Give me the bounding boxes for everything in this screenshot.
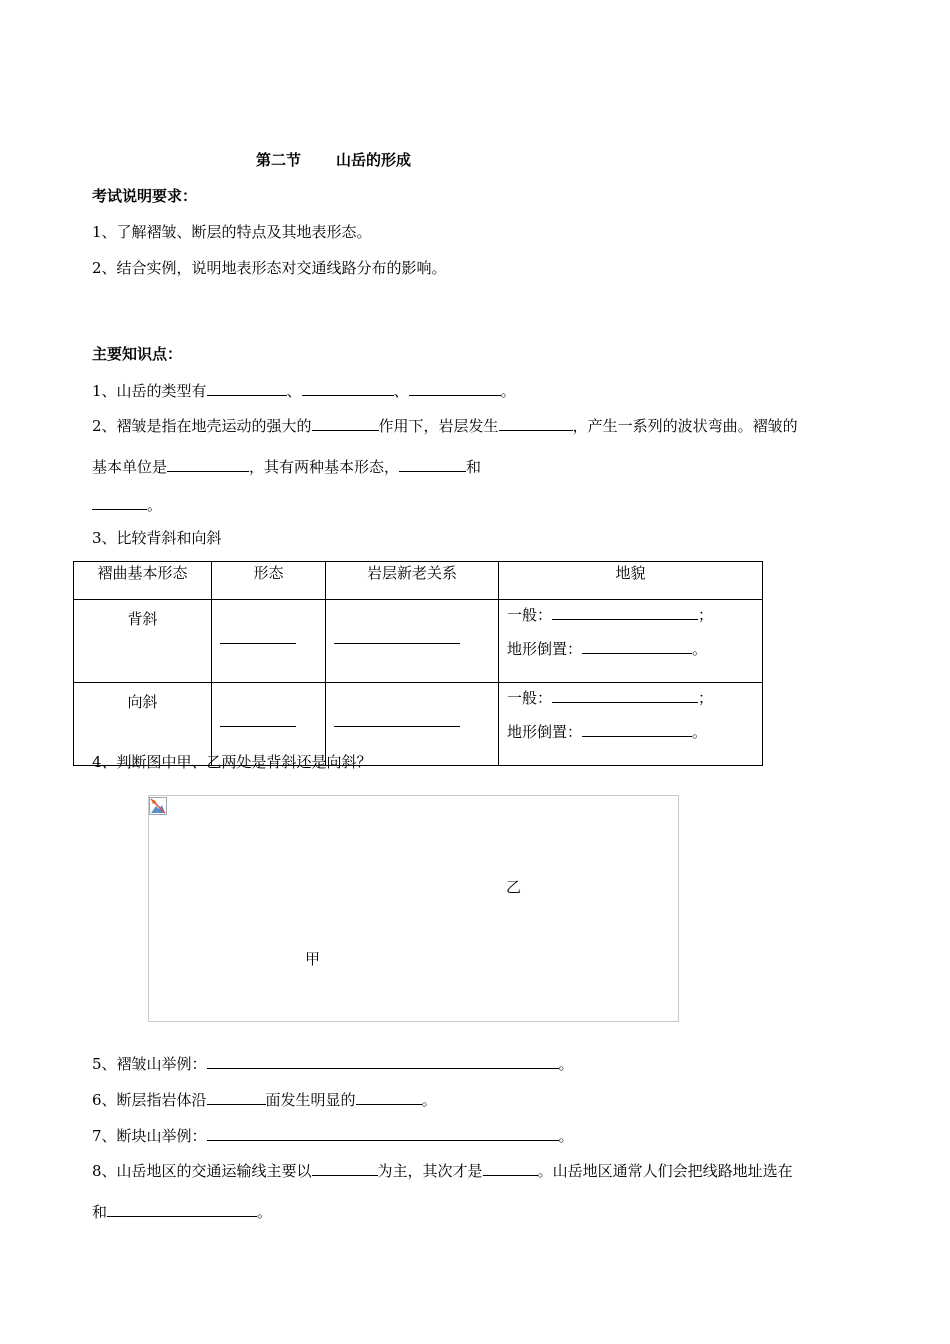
landform-general: 一般： ； xyxy=(507,689,714,707)
answer-blank[interactable] xyxy=(207,1053,559,1069)
answer-blank[interactable] xyxy=(356,1089,422,1105)
landform-general: 一般： ； xyxy=(507,606,714,624)
question-6: 6、断层指岩体沿 面发生明显的 。 xyxy=(92,1091,437,1109)
exam-item-2: 2、结合实例，说明地表形态对交通线路分布的影响。 xyxy=(92,259,447,277)
table-header-row xyxy=(74,562,763,600)
answer-blank[interactable] xyxy=(207,1125,559,1141)
label-jia: 甲 xyxy=(305,950,321,968)
answer-blank[interactable] xyxy=(207,1089,266,1105)
answer-blank[interactable] xyxy=(582,721,692,737)
form-cell xyxy=(212,600,326,683)
question-2-line-1: 2、褶皱是指在地壳运动的强大的 作用下，岩层发生 ，产生一系列的波状弯曲。褶皱的 xyxy=(92,417,798,435)
answer-blank[interactable] xyxy=(334,642,460,644)
answer-blank[interactable] xyxy=(220,725,296,727)
question-1: 1、山岳的类型有 、 、 。 xyxy=(92,382,516,400)
question-4: 4、判断图中甲、乙两处是背斜还是向斜？ xyxy=(92,753,372,771)
landform-inverted: 地形倒置： 。 xyxy=(507,640,708,658)
answer-blank[interactable] xyxy=(399,456,466,472)
question-5: 5、褶皱山举例： 。 xyxy=(92,1055,574,1073)
answer-blank[interactable] xyxy=(167,456,249,472)
answer-blank[interactable] xyxy=(334,725,460,727)
table-header: 地貌 xyxy=(499,562,763,600)
answer-blank[interactable] xyxy=(107,1201,257,1217)
section-number: 第二节 xyxy=(256,151,302,169)
table-header: 褶曲基本形态 xyxy=(74,562,212,600)
table-header: 形态 xyxy=(212,562,326,600)
exam-heading: 考试说明要求： xyxy=(92,187,198,205)
landform-inverted: 地形倒置： 。 xyxy=(507,723,708,741)
question-8-line-1: 8、山岳地区的交通运输线主要以 为主，其次才是 。山岳地区通常人们会把线路地址选在 xyxy=(92,1162,793,1180)
page-title xyxy=(256,150,411,170)
answer-blank[interactable] xyxy=(552,687,698,703)
answer-blank[interactable] xyxy=(207,380,287,396)
table-header: 岩层新老关系 xyxy=(326,562,499,600)
answer-blank[interactable] xyxy=(552,604,698,620)
answer-blank[interactable] xyxy=(312,415,379,431)
question-3: 3、比较背斜和向斜 xyxy=(92,529,222,547)
label-yi: 乙 xyxy=(506,878,522,896)
comparison-table xyxy=(73,561,763,766)
exam-item-1: 1、了解褶皱、断层的特点及其地表形态。 xyxy=(92,223,372,241)
fold-name: 向斜 xyxy=(74,683,212,766)
answer-blank[interactable] xyxy=(483,1160,538,1176)
landform-cell xyxy=(499,683,763,766)
section-topic: 山岳的形成 xyxy=(336,151,412,169)
broken-image-icon xyxy=(149,797,167,815)
answer-blank[interactable] xyxy=(220,642,296,644)
table-row xyxy=(74,600,763,683)
fold-diagram-figure xyxy=(148,795,679,1022)
fold-name: 背斜 xyxy=(74,600,212,683)
knowledge-heading: 主要知识点： xyxy=(92,345,183,363)
strata-cell xyxy=(326,600,499,683)
answer-blank[interactable] xyxy=(302,380,394,396)
question-2-line-3: 。 xyxy=(92,494,162,515)
answer-blank[interactable] xyxy=(499,415,573,431)
landform-cell xyxy=(499,600,763,683)
question-8-line-2: 和 。 xyxy=(92,1203,273,1221)
answer-blank[interactable] xyxy=(582,638,692,654)
question-7: 7、断块山举例： 。 xyxy=(92,1127,574,1145)
answer-blank[interactable] xyxy=(312,1160,378,1176)
answer-blank[interactable] xyxy=(409,380,501,396)
answer-blank[interactable] xyxy=(92,494,147,510)
question-2-line-2: 基本单位是 ，其有两种基本形态， 和 xyxy=(92,458,482,476)
